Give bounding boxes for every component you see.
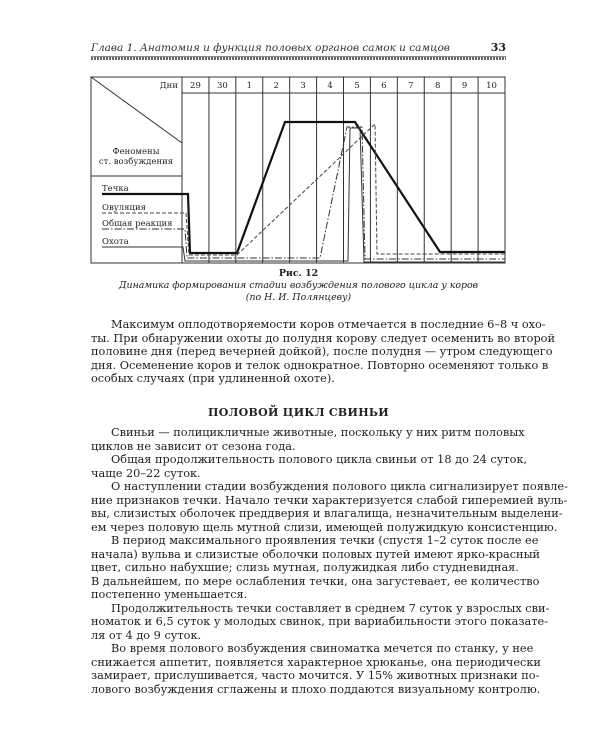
figure-12-diagram bbox=[0, 0, 600, 270]
text-line: В дальнейшем, по мере ослабления течки, она загустевает, ее количество bbox=[91, 574, 540, 588]
day-number: 3 bbox=[300, 81, 306, 91]
text-line: снижается аппетит, появляется характерное хрюканье, она периодически bbox=[91, 655, 541, 669]
day-number: 30 bbox=[216, 81, 228, 91]
figure-source: (по Н. И. Полянцеву) bbox=[245, 292, 352, 303]
text-line: ля от 4 до 9 суток. bbox=[91, 628, 202, 642]
day-number: 6 bbox=[381, 81, 387, 91]
series-techka-line bbox=[102, 122, 505, 253]
series-label-general-reaction: Общая реакция bbox=[102, 219, 173, 229]
figure-number: Рис. 12 bbox=[278, 268, 319, 279]
text-line: цвет, сильно набухшие; слизь мутная, полужидкая либо студневидная. bbox=[91, 561, 519, 574]
text-line: номаток и 6,5 суток у молодых свинок, при вариабильности этого показате- bbox=[91, 615, 549, 628]
phenomena-label-1: Феномены bbox=[112, 147, 160, 157]
text-line: Максимум оплодотворяемости коров отмечается в последние 6–8 ч охо- bbox=[111, 318, 546, 331]
series-ovulation-line bbox=[102, 124, 505, 255]
text-line: чаще 20–22 суток. bbox=[91, 466, 201, 480]
section-heading: ПОЛОВОЙ ЦИКЛ СВИНЬИ bbox=[208, 406, 389, 419]
running-header-chapter: Глава 1. Анатомия и функция половых органов самок и самцов bbox=[91, 42, 450, 54]
day-number: 5 bbox=[354, 81, 360, 91]
day-number: 9 bbox=[461, 81, 468, 91]
text-line: лового возбуждения сглажены и плохо поддаются визуальному контролю. bbox=[91, 682, 541, 696]
section-body bbox=[91, 426, 568, 696]
text-line: Продолжительность течки составляет в среднем 7 суток у взрослых сви- bbox=[111, 601, 550, 615]
text-line: половине дня (перед вечерней дойкой), после полудня — утром следующего bbox=[91, 345, 553, 358]
day-number: 7 bbox=[408, 81, 414, 91]
day-number: 4 bbox=[327, 81, 333, 91]
text-line: постепенно уменьшается. bbox=[91, 588, 248, 601]
text-line: замирает, прислушивается, часто мочится. У 15% животных признаки по- bbox=[91, 669, 540, 682]
series-label-techka: Течка bbox=[102, 184, 129, 194]
day-column-lines bbox=[182, 77, 478, 263]
figure-caption: Динамика формирования стадии возбуждения полового цикла у коров bbox=[118, 280, 479, 291]
text-line: вы, слизистых оболочек преддверия и влагалища, незначительным выделени- bbox=[91, 507, 563, 520]
text-line: ние признаков течки. Начало течки характеризуется слабой гиперемией вуль- bbox=[91, 493, 568, 507]
day-number: 8 bbox=[434, 81, 441, 91]
text-line: ем через половую щель мутной слизи, имеющей полужидкую консистенцию. bbox=[91, 520, 558, 534]
phenomena-label-2: ст. возбуждения bbox=[98, 157, 174, 167]
text-line: циклов не зависит от сезона года. bbox=[91, 439, 296, 453]
figure-frame bbox=[91, 77, 505, 263]
text-line: Во время полового возбуждения свиноматка мечется по станку, у нее bbox=[111, 642, 534, 655]
text-line: ты. При обнаружении охоты до полудня корову следует осеменить во второй bbox=[91, 331, 556, 345]
day-number: 29 bbox=[190, 81, 201, 91]
series-label-okhota: Охота bbox=[102, 237, 129, 247]
series-label-ovulation: Овуляция bbox=[102, 203, 147, 213]
day-number: 10 bbox=[486, 81, 497, 91]
text-line: начала) вульва и слизистые оболочки половых путей имеют ярко-красный bbox=[91, 547, 541, 561]
days-label: Дни bbox=[159, 81, 178, 91]
text-line: особых случаях (при удлиненной охоте). bbox=[91, 372, 335, 385]
text-line: Общая продолжительность полового цикла свиньи от 18 до 24 суток, bbox=[111, 453, 528, 466]
text-line: В период максимального проявления течки (спустя 1–2 суток после ее bbox=[111, 534, 539, 547]
paragraph-cows-insemination bbox=[91, 318, 556, 386]
text-line: О наступлении стадии возбуждения полового цикла сигнализирует появле- bbox=[111, 480, 568, 493]
day-number: 1 bbox=[246, 81, 253, 91]
text-line: Свиньи — полицикличные животные, поскольку у них ритм половых bbox=[111, 426, 525, 439]
day-number: 2 bbox=[273, 81, 279, 91]
page-number: 33 bbox=[490, 41, 506, 54]
text-line: дня. Осеменение коров и телок однократное. Повторно осеменяют только в bbox=[91, 358, 549, 372]
